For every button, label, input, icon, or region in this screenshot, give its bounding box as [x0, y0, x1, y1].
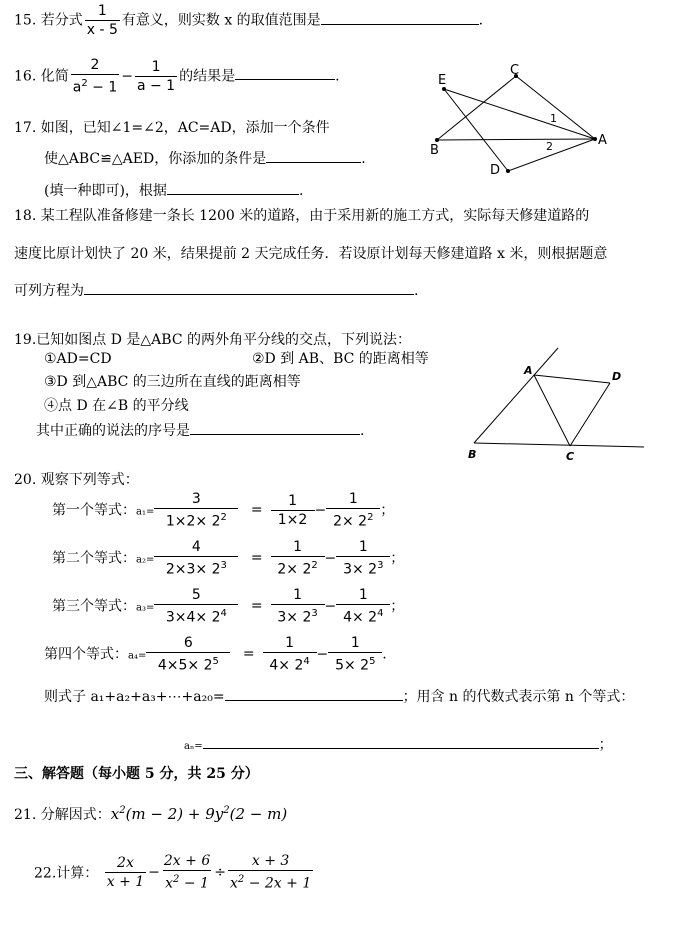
question-19-line1: 19.已知如图点 D 是△ABC 的两外角平分线的交点，下列说法：	[14, 332, 411, 348]
label-B: B	[430, 143, 439, 158]
triangle-figure-2	[462, 344, 652, 464]
equation-row-2: 第二个等式：a₂= $\frac{4}{2\times 3\times 2^3}$ = $\frac{1}{2\times 2^2}$ − $\frac{1}{3\times 2^3}$ ；	[52, 539, 405, 578]
equation-row-1: 第一个等式：a₁= $\frac{3}{1\times 2\times 2^2}$ = $\frac{1}{1\times 2}$ − $\frac{1}{2\times 2^2}$ ；	[52, 491, 395, 530]
label-A: A	[524, 364, 533, 377]
answer-blank[interactable]	[235, 65, 335, 80]
option-1: ①AD=CD	[44, 351, 112, 367]
answer-blank[interactable]	[321, 10, 479, 25]
option-4: ④点 D 在∠B 的平分线	[44, 398, 189, 414]
fraction: $\frac{1}{x - 5}$	[86, 3, 118, 38]
label-D: D	[612, 370, 622, 383]
question-16: 16. 化简 $\frac{2}{a^2 - 1}$ − $\frac{1}{a - 1}$ 的结果是 .	[14, 57, 340, 96]
question-19-answer: 其中正确的说法的序号是 .	[36, 420, 364, 441]
label-angle-1: 1	[550, 112, 557, 125]
label-A: A	[598, 133, 607, 148]
answer-blank[interactable]	[190, 420, 360, 435]
question-22: 22.计算： $\frac{2x}{x + 1}$ − $\frac{2x + 6}{x^2 - 1}$ ÷ $\frac{x + 3}{x^2 - 2x + 1}$	[34, 853, 312, 892]
answer-blank[interactable]	[225, 686, 403, 701]
option-2: ②D 到 AB、BC 的距离相等	[252, 351, 429, 367]
answer-blank[interactable]	[84, 280, 414, 295]
label-C: C	[566, 450, 575, 463]
section-3-heading: 三、解答题（每小题 5 分，共 25 分）	[14, 766, 259, 782]
label-B: B	[468, 448, 477, 461]
question-20-sum: 则式子 a₁+a₂+a₃+⋯+a₂₀= ；用含 n 的代数式表示第 n 个等式：	[44, 686, 634, 707]
fraction: $\frac{1}{a - 1}$	[136, 58, 176, 94]
question-15: 15. 若分式 $\frac{1}{x - 5}$ 有意义，则实数 x 的取值范围是 .	[14, 3, 484, 38]
question-17-line1: 17. 如图，已知∠1=∠2，AC=AD，添加一个条件	[14, 120, 330, 136]
label-C: C	[510, 63, 520, 78]
fraction: $\frac{2}{a^2 - 1}$	[72, 57, 118, 96]
question-18-line1: 18. 某工程队准备修建一条长 1200 米的道路，由于采用新的施工方式，实际每天修建道路的	[14, 208, 590, 224]
equation-row-4: 第四个等式：a₄= $\frac{6}{4\times 5\times 2^5}$ = $\frac{1}{4\times 2^4}$ − $\frac{1}{5\times 2^5}$ .	[44, 635, 387, 674]
label-E: E	[438, 73, 447, 88]
answer-blank[interactable]	[167, 180, 299, 195]
question-17-line2: 使△ABC≌△AED，你添加的条件是 .	[44, 148, 366, 169]
question-21: 21. 分解因式：$x^2(m - 2) + 9y^2(2 - m)$	[14, 805, 288, 823]
question-17-line3: (填一种即可)，根据 .	[44, 180, 303, 201]
option-3: ③D 到△ABC 的三边所在直线的距离相等	[44, 374, 301, 390]
question-18-line2: 速度比原计划快了 20 米，结果提前 2 天完成任务．若设原计划每天修建道路 x 米，则根据题意	[14, 246, 608, 262]
triangle-figure-1	[420, 62, 620, 182]
question-20-nth: aₙ= ；	[184, 734, 613, 757]
answer-blank[interactable]	[203, 734, 599, 749]
label-angle-2: 2	[546, 140, 553, 153]
label-D: D	[490, 163, 501, 178]
question-20-title: 20. 观察下列等式：	[14, 472, 139, 488]
question-18-line3: 可列方程为 .	[14, 280, 418, 301]
equation-row-3: 第三个等式：a₃= $\frac{5}{3\times 4\times 2^4}$ = $\frac{1}{3\times 2^3}$ − $\frac{1}{4\times 2^4}$ ；	[52, 587, 405, 626]
answer-blank[interactable]	[266, 148, 361, 163]
